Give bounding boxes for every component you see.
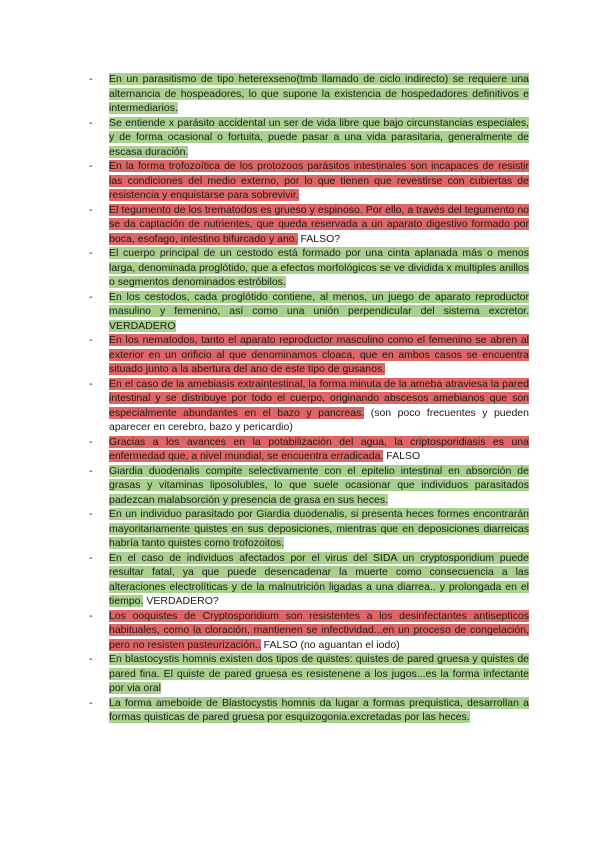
- list-item: [89, 116, 529, 160]
- statement-text: En el caso de la amebiasis extraintestinal, la forma minuta de la ameba atraviesa la pared intestinal y se distribuye por todo el cuerpo, originando abscesos amebianos que son especialmente abundantes en el bazo y pancreas.: [109, 377, 529, 419]
- statement-text: En un individuo parasitado por Giardia duodenalis, si presenta heces formes encontrarán mayoritariamente quistes en sus deposiciones, mientras que en deposiciones diarreicas habría tanto quistes como trofozoitos.: [109, 508, 529, 549]
- statement-text: En un parasitismo de tipo heterexseno(tmb llamado de ciclo indirecto) se requiere una alternancia de hospeadores, lo que supone la existencia de hospedadores definitivos e intermediarios.: [109, 73, 529, 114]
- list-item: [89, 333, 529, 377]
- bullet-marker: -: [89, 609, 93, 622]
- statement-note: (son poco frecuentes y pueden aparecer en cerebro, bazo y pericardio): [109, 406, 529, 433]
- bullet-marker: -: [89, 247, 93, 259]
- bullet-marker: -: [89, 116, 93, 129]
- bullet-marker: -: [89, 435, 93, 448]
- list-item: [89, 246, 529, 290]
- bullet-marker: -: [89, 334, 93, 346]
- list-item: [89, 203, 529, 247]
- bullet-marker: -: [89, 653, 93, 665]
- list-item: [89, 652, 529, 696]
- statement-text: En los cestodos, cada proglótido contiene, al menos, un juego de aparato reproductor masulino y femenino, así como una unión perpendicular del sistema excretor. VERDADERO: [109, 290, 529, 332]
- list-item: [89, 464, 529, 508]
- statement-text: El tegumento de los trematodos es grueso y espinoso. Por ello, a través del tegumento no se da captación de nutrientes, que queda reservada a un aparato digestivo formado por boca, esofago, intestino bifurcado y ano.: [109, 203, 529, 245]
- statement-text: Giardia duodenalis compite selectivamente con el epitelio intestinal en absorción de grasas y vitaminas liposolubles, lo que suele ocasionar que individuos parasitados padezcan malabsorción y presencia de grasa en sus heces.: [109, 464, 529, 506]
- bullet-marker: -: [89, 73, 93, 85]
- bullet-marker: -: [89, 377, 93, 390]
- bullet-marker: -: [89, 290, 93, 303]
- bullet-marker: -: [89, 203, 93, 216]
- statement-note: FALSO (no aguantan el iodo): [260, 638, 400, 651]
- statement-note: VERDADERO?: [143, 595, 219, 607]
- bullet-marker: -: [89, 551, 93, 564]
- list-item: [89, 696, 529, 725]
- bullet-marker: -: [89, 508, 93, 520]
- list-item: [89, 72, 529, 116]
- statement-text: En el caso de individuos afectados por el virus del SIDA un cryptosporidium puede resultar fatal, ya que puede desencadenar la muerte como consecuencia a las alteraciones electrolíticas y de la malnutrición ligadas a una diarrea.. y prolongada en el tiempo.: [109, 551, 529, 607]
- statement-note: FALSO?: [297, 232, 341, 245]
- bullet-marker: -: [89, 696, 93, 709]
- list-item: [89, 290, 529, 334]
- bullet-marker: -: [89, 160, 93, 172]
- list-item: [89, 507, 529, 551]
- list-item: [89, 435, 529, 464]
- list-item: [89, 377, 529, 435]
- statement-text: Se entiende x parásito accidental un ser de vida libre que bajo circunstancias especiales, y de forma ocasional o fortuita, puede pasar a una vida parasitaria, generalmente de escasa duración.: [109, 116, 529, 158]
- statement-text: En la forma trofozoítica de los protozoos parásitos intestinales son incapaces de resistir las condiciones del medio externo, por lo que tienen que revestirse con cubiertas de resistencia y enquistarse para sobrevivir.: [109, 160, 529, 201]
- statement-text: En blastocystis homnis existen dos tipos de quistes: quistes de pared gruesa y quistes de pared fina. El quiste de pared gruesa es resistenene a los jugos...es la forma infectante por via oral: [109, 653, 529, 694]
- statement-note: FALSO: [383, 450, 421, 462]
- list-item: [89, 159, 529, 203]
- list-item: [89, 551, 529, 609]
- statement-text: Los ooquistes de Cryptosporidium son resistentes a los desinfectantes antisepticos habituales, como la cloración, mantienen se infectividad...en un proceso de congelación, pero no resisten pasteurización..: [109, 609, 529, 651]
- statement-list: [89, 72, 529, 725]
- statement-text: El cuerpo principal de un cestodo está formado por una cinta aplanada más o menos larga, denominada proglótido, que a efectos morfológicos se ve dividida x multiples anillos o segmentos denominados estróbilos.: [109, 247, 529, 288]
- statement-text: En los nematodos, tanto el aparato reproductor masculino como el femenino se abren al exterior en un orificio al que denominamos cloaca, que en ambos casos se encuentra situado junto a la abertura del ano de este tipo de gusanos.: [109, 334, 529, 375]
- statement-text: Gracias a los avances en la potabilización del agua, la criptosporidiasis es una enfermedad que, a nivel mundial, se encuentra erradicada.: [109, 435, 529, 462]
- bullet-marker: -: [89, 464, 93, 477]
- list-item: [89, 609, 529, 653]
- statement-text: La forma ameboide de Blastocystis homnis da lugar a formas prequistica, desarrollan a formas quisticas de pared gruesa por esquizogonia.excretadas por las heces.: [109, 696, 529, 723]
